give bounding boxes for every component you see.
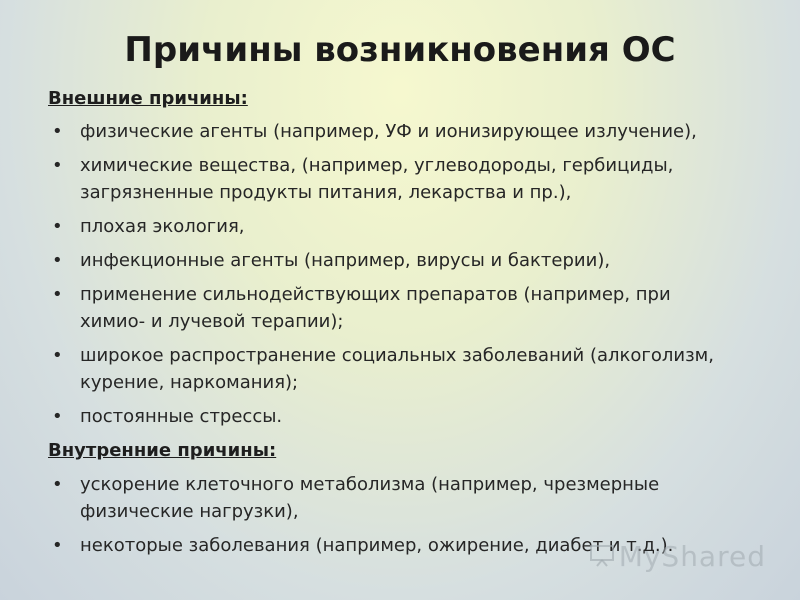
internal-cause-item-line: некоторые заболевания (например, ожирение, диабет и т.д.). <box>80 535 674 556</box>
external-cause-item-line: постоянные стрессы. <box>80 406 283 427</box>
external-causes-heading: Внешние причины: <box>48 88 248 109</box>
external-cause-item-line: химические вещества, (например, углеводороды, гербициды, <box>80 155 674 176</box>
presentation-icon <box>589 541 615 574</box>
external-cause-item-line: широкое распространение социальных заболеваний (алкоголизм, <box>80 345 714 366</box>
bullet-icon: • <box>52 535 63 556</box>
external-cause-item-line: плохая экология, <box>80 216 245 237</box>
internal-cause-item-line: физические нагрузки), <box>80 501 299 522</box>
external-causes-list <box>48 118 768 437</box>
external-cause-item <box>48 213 768 240</box>
external-cause-item-line: химио- и лучевой терапии); <box>80 311 344 332</box>
bullet-icon: • <box>52 345 63 366</box>
watermark-text: MyShared <box>618 539 766 573</box>
slide-title: Причины возникновения ОС <box>124 30 676 70</box>
external-cause-item <box>48 281 768 335</box>
bullet-icon: • <box>52 284 63 305</box>
bullet-icon: • <box>52 406 63 427</box>
external-cause-item-line: загрязненные продукты питания, лекарства и пр.), <box>80 182 572 203</box>
external-cause-item <box>48 247 768 274</box>
internal-cause-item-line: ускорение клеточного метаболизма (например, чрезмерные <box>80 474 660 495</box>
bullet-icon: • <box>52 250 63 271</box>
bullet-icon: • <box>52 474 63 495</box>
bullet-icon: • <box>52 155 63 176</box>
bullet-icon: • <box>52 216 63 237</box>
internal-cause-item <box>48 471 768 525</box>
external-cause-item <box>48 403 768 430</box>
external-cause-item <box>48 118 768 145</box>
bullet-icon: • <box>52 121 63 142</box>
internal-causes-heading: Внутренние причины: <box>48 440 277 461</box>
external-cause-item <box>48 152 768 206</box>
external-cause-item-line: физические агенты (например, УФ и ионизирующее излучение), <box>80 121 697 142</box>
watermark <box>589 540 766 575</box>
external-cause-item-line: инфекционные агенты (например, вирусы и бактерии), <box>80 250 611 271</box>
external-cause-item-line: курение, наркомания); <box>80 372 299 393</box>
external-cause-item <box>48 342 768 396</box>
external-cause-item-line: применение сильнодействующих препаратов (например, при <box>80 284 671 305</box>
